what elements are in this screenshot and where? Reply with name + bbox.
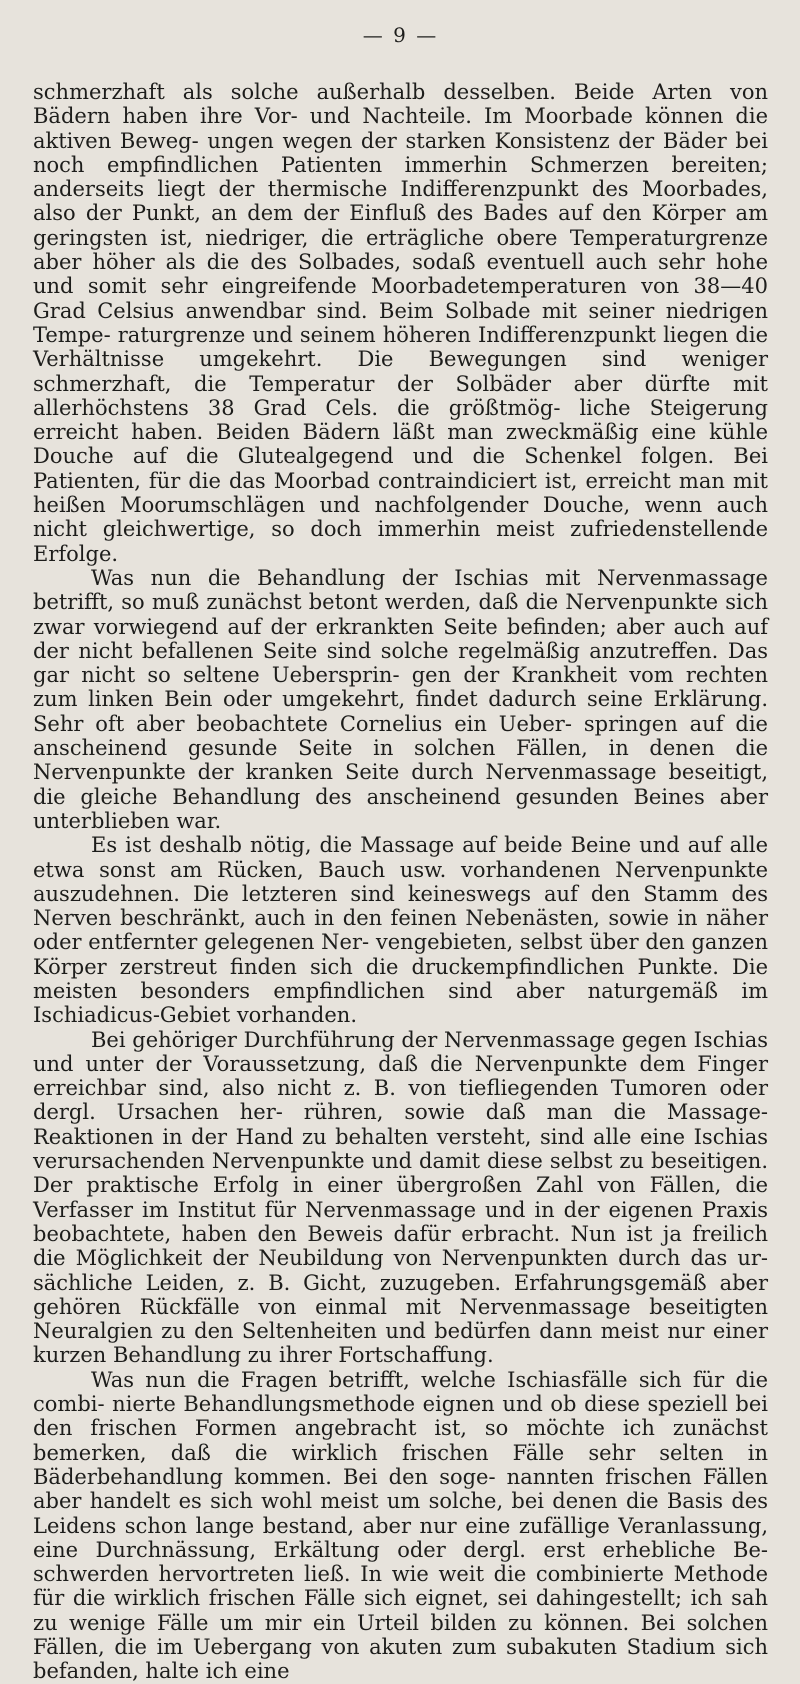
body-text <box>33 80 768 1684</box>
paragraph-2: Was nun die Behandlung der Ischias mit Nervenmassage betrifft, so muß zunächst betont werden, daß die Nervenpunkte sich zwar vorwiegend auf der erkrankten Seite befinden; aber auch auf der nicht befallenen Seite sind solche regelmäßig anzutreffen. Das gar nicht so seltene Uebersprin- gen der Krankheit vom rechten zum linken Bein oder umgekehrt, findet dadurch seine Erklärung. Sehr oft aber beobachtete Cornelius ein Ueber- springen auf die anscheinend gesunde Seite in solchen Fällen, in denen die Nervenpunkte der kranken Seite durch Nervenmassage beseitigt, die gleiche Behandlung des anscheinend gesunden Beines aber unterblieben war. <box>33 565 768 833</box>
paragraph-4: Bei gehöriger Durchführung der Nervenmassage gegen Ischias und unter der Voraussetzung, daß die Nervenpunkte dem Finger erreichbar sind, also nicht z. B. von tiefliegenden Tumoren oder dergl. Ursachen her- rühren, sowie daß man die Massage-Reaktionen in der Hand zu behalten versteht, sind alle eine Ischias verursachenden Nervenpunkte und damit diese selbst zu beseitigen. Der praktische Erfolg in einer übergroßen Zahl von Fällen, die Verfasser im Institut für Nervenmassage und in der eigenen Praxis beobachtete, haben den Beweis dafür erbracht. Nun ist ja freilich die Möglichkeit der Neubildung von Nervenpunkten durch das ur- sächliche Leiden, z. B. Gicht, zuzugeben. Erfahrungsgemäß aber gehören Rückfälle von einmal mit Nervenmassage beseitigten Neuralgien zu den Seltenheiten und bedürfen dann meist nur einer kurzen Behandlung zu ihrer Fortschaffung. <box>33 1027 768 1368</box>
page-number: — 9 — <box>362 23 439 47</box>
paragraph-1: schmerzhaft als solche außerhalb desselben. Beide Arten von Bädern haben ihre Vor- und Nachteile. Im Moorbade können die aktiven Beweg- ungen wegen der starken Konsistenz der Bäder bei noch empfindlichen Patienten immerhin Schmerzen bereiten; anderseits liegt der thermische Indifferenzpunkt des Moorbades, also der Punkt, an dem der Einfluß des Bades auf den Körper am geringsten ist, niedriger, die erträgliche obere Temperaturgrenze aber höher als die des Solbades, sodaß eventuell auch sehr hohe und somit sehr eingreifende Moorbadetemperaturen von 38—40 Grad Celsius anwendbar sind. Beim Solbade mit seiner niedrigen Tempe- raturgrenze und seinem höheren Indifferenzpunkt liegen die Verhältnisse umgekehrt. Die Bewegungen sind weniger schmerzhaft, die Temperatur der Solbäder aber dürfte mit allerhöchstens 38 Grad Cels. die größtmög- liche Steigerung erreicht haben. Beiden Bädern läßt man zweckmäßig eine kühle Douche auf die Glutealgegend und die Schenkel folgen. Bei Patienten, für die das Moorbad contraindiciert ist, erreicht man mit heißen Moorumschlägen und nachfolgender Douche, wenn auch nicht gleichwertige, so doch immerhin meist zufriedenstellende Erfolge. <box>33 80 768 566</box>
paragraph-3: Es ist deshalb nötig, die Massage auf beide Beine und auf alle etwa sonst am Rücken, Bauch usw. vorhandenen Nervenpunkte auszudehnen. Die letzteren sind keineswegs auf den Stamm des Nerven beschränkt, auch in den feinen Nebenästen, sowie in näher oder entfernter gelegenen Ner- vengebieten, selbst über den ganzen Körper zerstreut finden sich die druckempfindlichen Punkte. Die meisten besonders empfindlichen sind aber naturgemäß im Ischiadicus-Gebiet vorhanden. <box>33 833 768 1028</box>
paragraph-5: Was nun die Fragen betrifft, welche Ischiasfälle sich für die combi- nierte Behandlungsmethode eignen und ob diese speziell bei den frischen Formen angebracht ist, so möchte ich zunächst bemerken, daß die wirklich frischen Fälle sehr selten in Bäderbehandlung kommen. Bei den soge- nannten frischen Fällen aber handelt es sich wohl meist um solche, bei denen die Basis des Leidens schon lange bestand, aber nur eine zufällige Veranlassung, eine Durchnässung, Erkältung oder dergl. erst erhebliche Be- schwerden hervortreten ließ. In wie weit die combinierte Methode für die wirklich frischen Fälle sich eignet, sei dahingestellt; ich sah zu wenige Fälle um mir ein Urteil bilden zu können. Bei solchen Fällen, die im Uebergang von akuten zum subakuten Stadium sich befanden, halte ich eine <box>33 1367 768 1684</box>
